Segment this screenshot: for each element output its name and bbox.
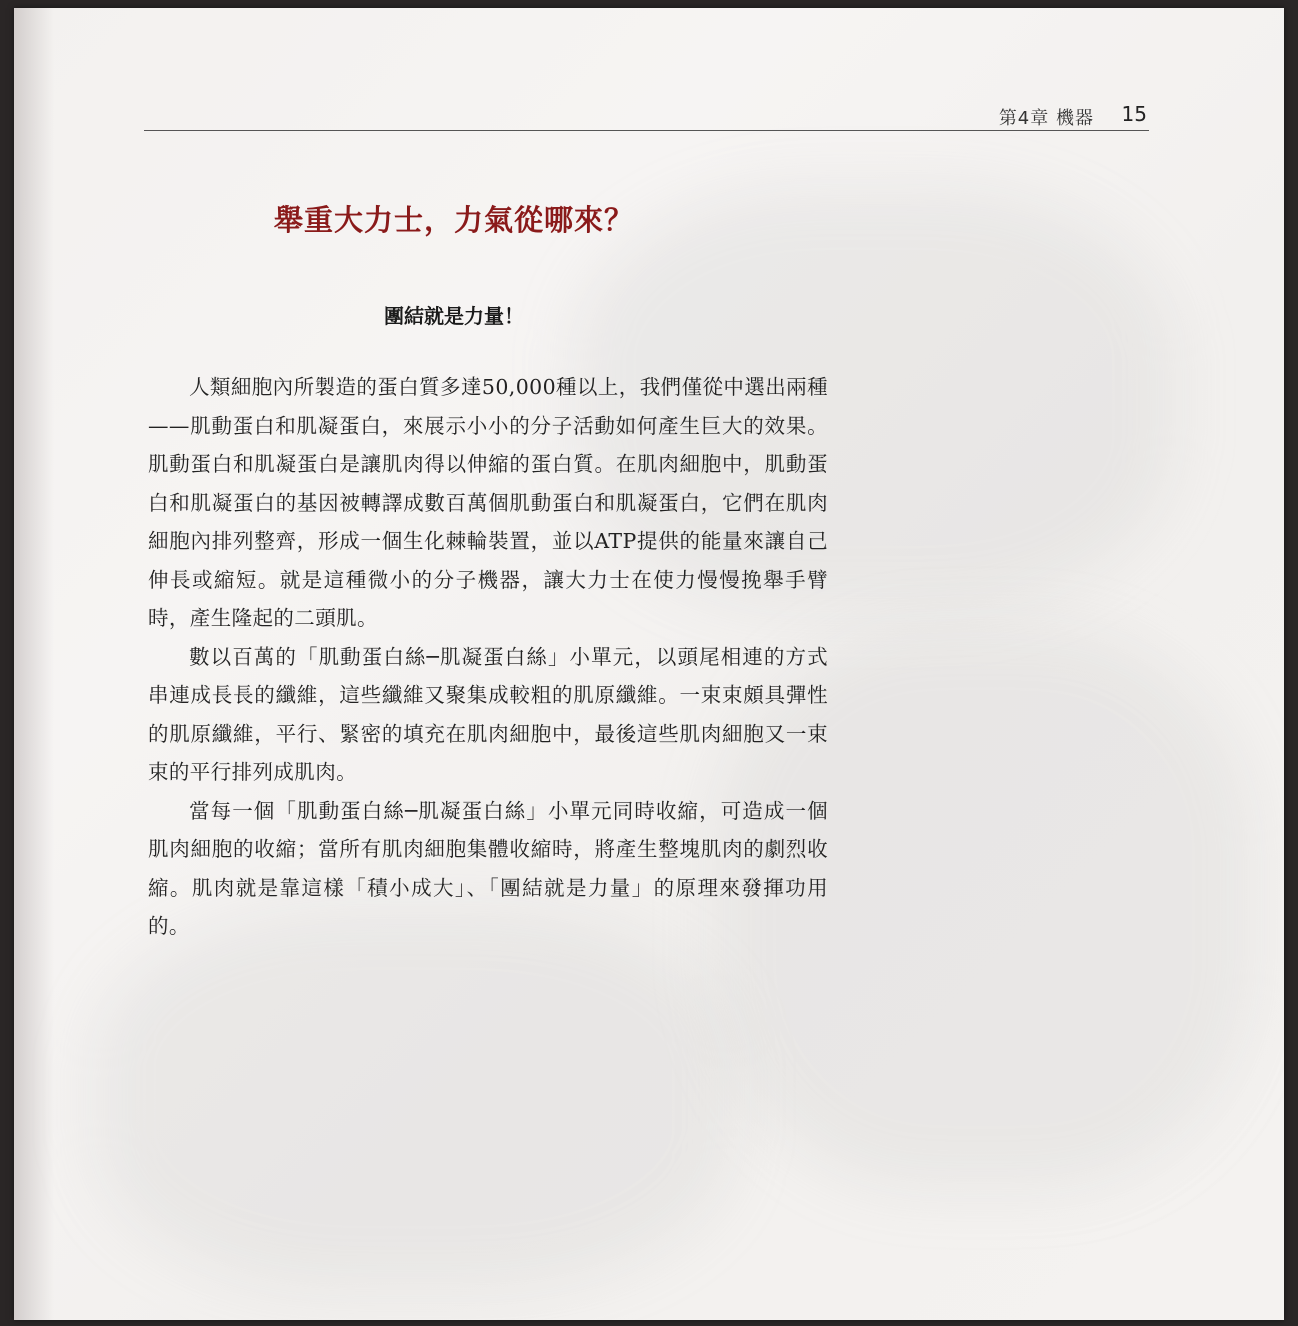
binding-shadow — [14, 8, 54, 1320]
article-body — [148, 368, 828, 946]
paragraph: 人類細胞內所製造的蛋白質多達50,000種以上，我們僅從中選出兩種——肌動蛋白和肌凝蛋白，來展示小小的分子活動如何產生巨大的效果。肌動蛋白和肌凝蛋白是讓肌肉得以伸縮的蛋白質。在肌肉細胞中，肌動蛋白和肌凝蛋白的基因被轉譯成數百萬個肌動蛋白和肌凝蛋白，它們在肌肉細胞內排列整齊，形成一個生化棘輪裝置，並以ATP提供的能量來讓自己伸長或縮短。就是這種微小的分子機器，讓大力士在使力慢慢挽舉手臂時，產生隆起的二頭肌。 — [148, 375, 828, 630]
paragraph: 當每一個「肌動蛋白絲─肌凝蛋白絲」小單元同時收縮，可造成一個肌肉細胞的收縮；當所有肌肉細胞集體收縮時，將產生整塊肌肉的劇烈收縮。肌肉就是靠這樣「積小成大」、「團結就是力量」的原理來發揮功用的。 — [148, 798, 828, 938]
page-number: 15 — [1121, 102, 1147, 126]
bleed-through-shadow — [94, 908, 734, 1288]
article-subtitle: 團結就是力量！ — [384, 304, 524, 328]
running-header — [144, 100, 1149, 131]
book-page — [14, 8, 1284, 1320]
paragraph: 數以百萬的「肌動蛋白絲─肌凝蛋白絲」小單元，以頭尾相連的方式串連成長長的纖維，這些纖維又聚集成較粗的肌原纖維。一束束頗具彈性的肌原纖維，平行、緊密的填充在肌肉細胞中，最後這些肌肉細胞又一束束的平行排列成肌肉。 — [148, 644, 828, 784]
article-title: 舉重大力士，力氣從哪來？ — [274, 203, 635, 237]
header-chapter: 第4章 機器 — [998, 108, 1094, 129]
